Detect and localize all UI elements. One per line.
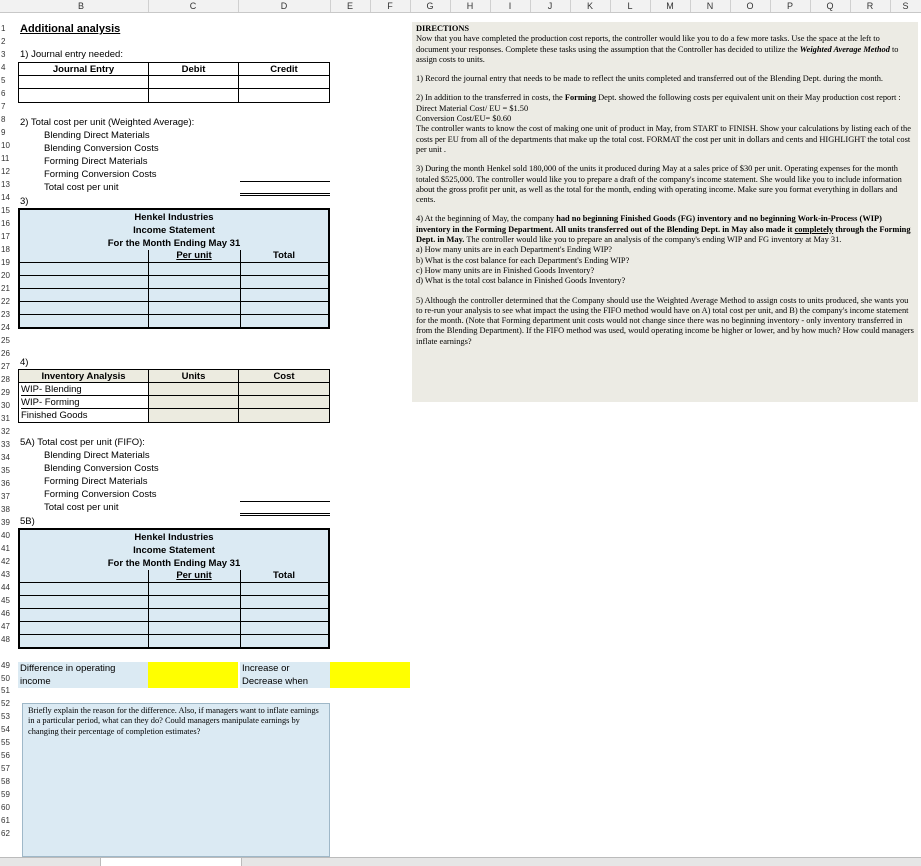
units-cell[interactable] — [149, 409, 239, 422]
row-header[interactable]: 7 — [1, 102, 6, 111]
row-header[interactable]: 10 — [1, 141, 10, 150]
column-header-bar — [0, 0, 921, 13]
row-header[interactable]: 19 — [1, 258, 10, 267]
directions-task-4a: a) How many units are in each Department's Ending WIP? — [416, 245, 613, 255]
row-header[interactable]: 4 — [1, 63, 6, 72]
q5a-subtotal-line — [240, 501, 330, 502]
row-header[interactable]: 6 — [1, 89, 6, 98]
row-header[interactable]: 40 — [1, 531, 10, 540]
grid-col-line — [240, 570, 241, 647]
q5b-label: 5B) — [20, 516, 35, 527]
inventory-analysis-header: Inventory Analysis — [19, 370, 149, 383]
inventory-row-label: Finished Goods — [21, 409, 149, 422]
column-header-r[interactable]: R — [850, 0, 891, 12]
q2-subtotal-line — [240, 181, 330, 182]
inventory-row-label: WIP- Forming — [21, 396, 149, 409]
directions-task-4-underline: completely — [794, 224, 834, 234]
total-header: Total — [240, 250, 328, 263]
row-header[interactable]: 38 — [1, 505, 10, 514]
row-header[interactable]: 49 — [1, 661, 10, 670]
debit-cell[interactable] — [149, 76, 239, 89]
statement-period: For the Month Ending May 31 — [107, 238, 241, 249]
directions-task-2-detail: The controller wants to know the cost of making one unit of product in May, from START to FINISH. Show your calculations by listing each of the costs per EU from all of the departments that make up the total cost. FORMAT the cost per unit in dollars and cents and HIGHLIGHT the total cost per unit . — [416, 124, 911, 154]
cost-header: Cost — [239, 370, 329, 383]
directions-task-3: 3) During the month Henkel sold 180,000 of the units it produced during May at a sales price of $30 per unit. Operating expenses for the month totaled $525,000. The controller would like you to prepare a draft of the company's income statement. She would like you to include information about the gross profit per unit, as well as the total for the month, ending with operating income. Make sure you format everything in dollars and cents. — [416, 164, 902, 205]
q3-label: 3) — [20, 196, 29, 207]
row-header[interactable]: 54 — [1, 725, 10, 734]
row-header[interactable]: 26 — [1, 349, 10, 358]
directions-task-5: 5) Although the controller determined that the Company should use the Weighted Average Method to assign costs to units produced, she wants you to re-run your analysis to see what impact the using the FIFO method would have on A) total cost per unit, and B) the company's income statement for the month. (Note that Forming department unit costs would not change since there was no beginning inventory - only inventory transferred in from the Blending Department). If the FIFO method was used, would operating income be higher or lower, and by how much? How could managers inflate earnings? — [416, 295, 914, 346]
row-header[interactable]: 13 — [1, 180, 10, 189]
row-header[interactable]: 18 — [1, 245, 10, 254]
income-statement-grid[interactable] — [20, 250, 328, 327]
journal-entry-header: Journal Entry — [19, 63, 149, 76]
q5a-total-line — [240, 513, 330, 516]
difference-label-line1: Difference in operating — [20, 663, 116, 674]
q2-item: Blending Direct Materials — [44, 130, 150, 141]
row-header[interactable]: 39 — [1, 518, 10, 527]
column-header-h[interactable]: H — [450, 0, 491, 12]
directions-task-4c: c) How many units are in Finished Goods Inventory? — [416, 265, 595, 275]
credit-header: Credit — [239, 63, 329, 76]
column-header-l[interactable]: L — [610, 0, 651, 12]
directions-task-4-bold-end: through the Forming Dept. in May. — [416, 224, 911, 245]
row-header[interactable]: 52 — [1, 699, 10, 708]
row-header[interactable]: 53 — [1, 712, 10, 721]
row-header[interactable]: 22 — [1, 297, 10, 306]
row-header[interactable]: 12 — [1, 167, 10, 176]
q5a-item: Forming Direct Materials — [44, 476, 148, 487]
statement-period: For the Month Ending May 31 — [107, 558, 241, 569]
row-header[interactable]: 46 — [1, 609, 10, 618]
q2-total-line — [240, 193, 330, 196]
row-header[interactable]: 3 — [1, 50, 6, 59]
inventory-row-label: WIP- Blending — [21, 383, 149, 396]
row-header[interactable]: 30 — [1, 401, 10, 410]
column-header-m[interactable]: M — [650, 0, 691, 12]
credit-cell[interactable] — [239, 89, 329, 102]
inventory-analysis-table — [18, 369, 330, 423]
row-header[interactable]: 9 — [1, 128, 6, 137]
row-header[interactable]: 34 — [1, 453, 10, 462]
per-unit-header: Per unit — [148, 250, 240, 263]
cost-cell[interactable] — [239, 383, 329, 396]
difference-label-line2: income — [20, 676, 51, 687]
row-header[interactable]: 23 — [1, 310, 10, 319]
statement-name: Income Statement — [133, 545, 215, 556]
directions-intro: Now that you have completed the production cost reports, the controller would like you to do a few more tasks. Use the space at the left to document your responses. Complete these tasks using the assumption that the Controller has decided to utilize the — [416, 34, 880, 54]
explanation-answer-box[interactable] — [22, 703, 330, 857]
row-header[interactable]: 48 — [1, 635, 10, 644]
row-header[interactable]: 1 — [1, 24, 6, 33]
grid-row-line — [20, 262, 328, 263]
row-header[interactable]: 61 — [1, 816, 10, 825]
debit-cell[interactable] — [149, 89, 239, 102]
directions-cc-cost: Conversion Cost/EU= $0.60 — [416, 114, 512, 124]
column-header-c[interactable]: C — [148, 0, 239, 12]
q5a-item: Total cost per unit — [44, 502, 119, 513]
directions-dm-cost: Direct Material Cost/ EU = $1.50 — [416, 103, 529, 113]
column-header-d[interactable]: D — [238, 0, 331, 12]
q5a-label: 5A) Total cost per unit (FIFO): — [20, 437, 145, 448]
row-header[interactable]: 47 — [1, 622, 10, 631]
column-header-q[interactable]: Q — [810, 0, 851, 12]
row-header[interactable]: 25 — [1, 336, 10, 345]
row-header[interactable]: 11 — [1, 154, 10, 163]
units-header: Units — [149, 370, 239, 383]
fifo-income-statement-grid[interactable] — [20, 570, 328, 647]
row-header[interactable]: 43 — [1, 570, 10, 579]
directions-task-4: 4) At the beginning of May, the company — [416, 214, 557, 224]
difference-value-cell[interactable] — [148, 662, 238, 688]
increase-label-cell — [240, 662, 330, 688]
column-header-j[interactable]: J — [530, 0, 571, 12]
row-header[interactable]: 14 — [1, 193, 10, 202]
per-unit-header: Per unit — [148, 570, 240, 583]
row-header[interactable]: 16 — [1, 219, 10, 228]
row-header[interactable]: 17 — [1, 232, 10, 241]
explanation-prompt: Briefly explain the reason for the difference. Also, if managers want to inflate earnings in a particular period, what can they do? Could managers manipulate earnings by changing their percentage of completion estimates? — [28, 706, 319, 736]
column-header-e[interactable]: E — [330, 0, 371, 12]
row-header[interactable]: 5 — [1, 76, 6, 85]
grid-row-line — [20, 595, 328, 596]
journal-entry-cell[interactable] — [19, 89, 149, 102]
income-statement-table — [18, 208, 330, 329]
row-header[interactable]: 60 — [1, 803, 10, 812]
row-header[interactable]: 59 — [1, 790, 10, 799]
column-header-k[interactable]: K — [570, 0, 611, 12]
q2-item: Blending Conversion Costs — [44, 143, 159, 154]
sheet-title: Additional analysis — [20, 23, 121, 35]
row-header[interactable]: 21 — [1, 284, 10, 293]
directions-task-2: 2) In addition to the transferred in costs, the — [416, 93, 565, 103]
row-header[interactable]: 8 — [1, 115, 6, 124]
row-header[interactable]: 35 — [1, 466, 10, 475]
row-header[interactable]: 45 — [1, 596, 10, 605]
grid-row-line — [20, 288, 328, 289]
row-header[interactable]: 44 — [1, 583, 10, 592]
units-cell[interactable] — [149, 383, 239, 396]
row-header[interactable]: 33 — [1, 440, 10, 449]
grid-row-line — [20, 634, 328, 635]
debit-header: Debit — [149, 63, 239, 76]
q2-item: Forming Conversion Costs — [44, 169, 157, 180]
row-header[interactable]: 20 — [1, 271, 10, 280]
increase-label-line2: Decrease when — [242, 676, 309, 687]
directions-intro-end: to assign costs to units. — [416, 44, 899, 64]
row-header[interactable]: 29 — [1, 388, 10, 397]
company-name: Henkel Industries — [134, 212, 214, 223]
row-header[interactable]: 57 — [1, 764, 10, 773]
company-name: Henkel Industries — [134, 532, 214, 543]
grid-row-line — [20, 608, 328, 609]
row-header[interactable]: 2 — [1, 37, 6, 46]
row-header[interactable]: 50 — [1, 674, 10, 683]
row-header[interactable]: 32 — [1, 427, 10, 436]
cost-cell[interactable] — [239, 409, 329, 422]
grid-row-line — [20, 621, 328, 622]
column-header-n[interactable]: N — [690, 0, 731, 12]
grid-row-line — [20, 582, 328, 583]
row-header[interactable]: 37 — [1, 492, 10, 501]
directions-task-4b: b) What is the cost balance for each Department's Ending WIP? — [416, 255, 630, 265]
row-header[interactable]: 27 — [1, 362, 10, 371]
directions-task-1: 1) Record the journal entry that needs to be made to reflect the units completed and transferred out of the Blending Dept. during the month. — [416, 74, 884, 84]
journal-entry-table — [18, 62, 330, 103]
q1-label: 1) Journal entry needed: — [20, 49, 123, 60]
grid-col-line — [148, 250, 149, 327]
row-header[interactable]: 36 — [1, 479, 10, 488]
q2-item: Total cost per unit — [44, 182, 119, 193]
row-header[interactable]: 56 — [1, 751, 10, 760]
directions-intro-emphasis: Weighted Average Method — [799, 44, 890, 54]
increase-label-line1: Increase or — [242, 663, 290, 674]
q5a-item: Blending Conversion Costs — [44, 463, 159, 474]
column-header-s[interactable]: S — [890, 0, 921, 12]
grid-row-line — [20, 301, 328, 302]
row-header[interactable]: 15 — [1, 206, 10, 215]
difference-label-cell — [18, 662, 148, 688]
fifo-income-statement-table — [18, 528, 330, 649]
units-cell[interactable] — [149, 396, 239, 409]
q4-label: 4) — [20, 357, 29, 368]
total-header: Total — [240, 570, 328, 583]
directions-task-4-cont: The controller would like you to prepare an analysis of the company's ending WIP and FG inventory at May 31. — [464, 235, 842, 245]
column-header-i[interactable]: I — [490, 0, 531, 12]
column-header-b[interactable]: B — [14, 0, 149, 12]
row-header[interactable]: 42 — [1, 557, 10, 566]
directions-task-2-cont: Dept. showed the following costs per equivalent unit on their May production cost report : — [596, 93, 901, 103]
credit-cell[interactable] — [239, 76, 329, 89]
row-header[interactable]: 58 — [1, 777, 10, 786]
directions-heading: DIRECTIONS — [416, 24, 470, 33]
directions-task-4d: d) What is the total cost balance in Finished Goods Inventory? — [416, 276, 626, 286]
directions-task-2-bold: Forming — [564, 93, 597, 103]
row-header[interactable]: 31 — [1, 414, 10, 423]
grid-row-line — [20, 314, 328, 315]
cost-cell[interactable] — [239, 396, 329, 409]
q5a-item: Forming Conversion Costs — [44, 489, 157, 500]
row-header[interactable]: 55 — [1, 738, 10, 747]
grid-row-line — [20, 275, 328, 276]
column-header-g[interactable]: G — [410, 0, 451, 12]
grid-col-line — [240, 250, 241, 327]
q5a-item: Blending Direct Materials — [44, 450, 150, 461]
row-header[interactable]: 41 — [1, 544, 10, 553]
directions-panel — [412, 22, 918, 402]
q2-item: Forming Direct Materials — [44, 156, 148, 167]
row-header-column — [0, 22, 14, 857]
column-header-f[interactable]: F — [370, 0, 411, 12]
journal-entry-cell[interactable] — [19, 76, 149, 89]
row-header[interactable]: 62 — [1, 829, 10, 838]
row-header[interactable]: 28 — [1, 375, 10, 384]
increase-value-cell[interactable] — [330, 662, 410, 688]
column-header-o[interactable]: O — [730, 0, 771, 12]
row-header[interactable]: 51 — [1, 686, 10, 695]
statement-name: Income Statement — [133, 225, 215, 236]
grid-col-line — [148, 570, 149, 647]
directions-task-4-bold: had no beginning Finished Goods (FG) inventory and no beginning Work-in-Process (WIP) inventory in the Forming Department. All units transferred out of the Blending Dept. in May also made it — [416, 214, 882, 234]
q2-label: 2) Total cost per unit (Weighted Average): — [20, 117, 195, 128]
column-header-p[interactable]: P — [770, 0, 811, 12]
row-header[interactable]: 24 — [1, 323, 10, 332]
